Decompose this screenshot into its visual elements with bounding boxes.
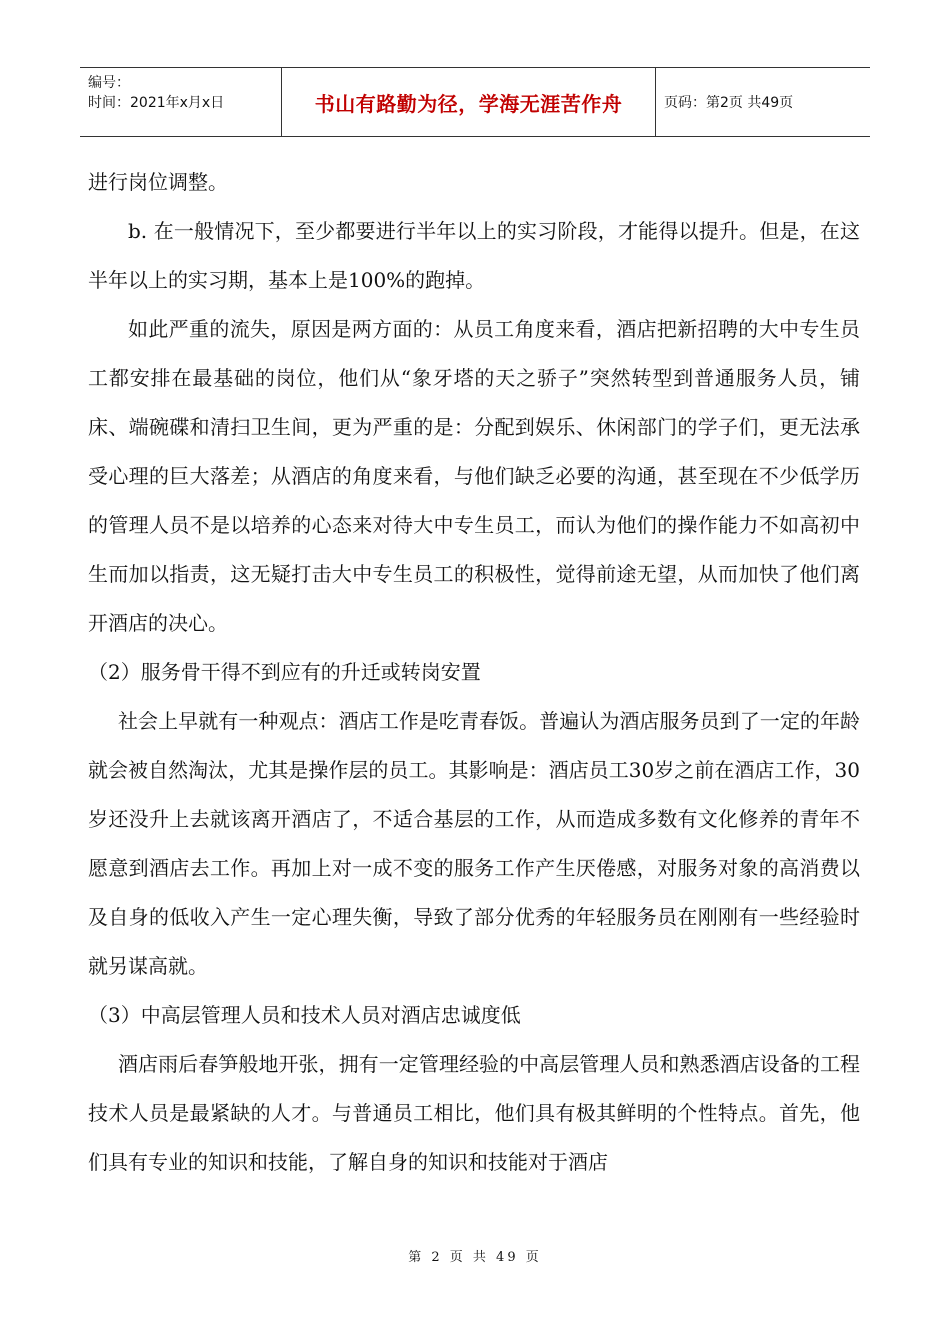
header-right-cell: [656, 68, 870, 136]
paragraph: 如此严重的流失，原因是两方面的：从员工角度来看，酒店把新招聘的大中专生员工都安排在最基础的岗位，他们从“象牙塔的天之骄子”突然转型到普通服务人员，铺床、端碗碟和清扫卫生间，更为严重的是：分配到娱乐、休闲部门的学子们，更无法承受心理的巨大落差；从酒店的角度来看，与他们缺乏必要的沟通，甚至现在不少低学历的管理人员不是以培养的心态来对待大中专生员工，而认为他们的操作能力不如高初中生而加以指责，这无疑打击大中专生员工的积极性，觉得前途无望，从而加快了他们离开酒店的决心。: [88, 317, 860, 635]
section-heading: （3）中高层管理人员和技术人员对酒店忠诚度低: [88, 1003, 521, 1027]
header-left-cell: [80, 68, 282, 136]
document-body: [88, 158, 860, 1187]
paragraph: b. 在一般情况下，至少都要进行半年以上的实习阶段，才能得以提升。但是，在这半年以上的实习期，基本上是100%的跑掉。: [88, 219, 860, 292]
paragraph: 酒店雨后春笋般地开张，拥有一定管理经验的中高层管理人员和熟悉酒店设备的工程技术人员是最紧缺的人才。与普通员工相比，他们具有极其鲜明的个性特点。首先，他们具有专业的知识和技能，了解自身的知识和技能对于酒店: [88, 1052, 860, 1174]
document-date-label: 时间：2021年x月x日: [88, 95, 225, 111]
page-header: [80, 67, 870, 137]
header-page-label: 页码：第2页 共49页: [664, 95, 794, 111]
section-heading: （2）服务骨干得不到应有的升迁或转岗安置: [88, 660, 481, 684]
header-middle-cell: [282, 68, 656, 136]
document-code-label: 编号：: [88, 75, 130, 91]
paragraph: 进行岗位调整。: [88, 170, 228, 194]
paragraph: 社会上早就有一种观点：酒店工作是吃青春饭。普遍认为酒店服务员到了一定的年龄就会被自然淘汰，尤其是操作层的员工。其影响是：酒店员工30岁之前在酒店工作，30岁还没升上去就该离开酒店了，不适合基层的工作，从而造成多数有文化修养的青年不愿意到酒店去工作。再加上对一成不变的服务工作产生厌倦感，对服务对象的高消费以及自身的低收入产生一定心理失衡，导致了部分优秀的年轻服务员在刚刚有一些经验时就另谋高就。: [88, 709, 860, 978]
page-footer: 第 2 页 共 49 页: [408, 1250, 542, 1265]
header-motto: 书山有路勤为径，学海无涯苦作舟: [314, 91, 623, 116]
